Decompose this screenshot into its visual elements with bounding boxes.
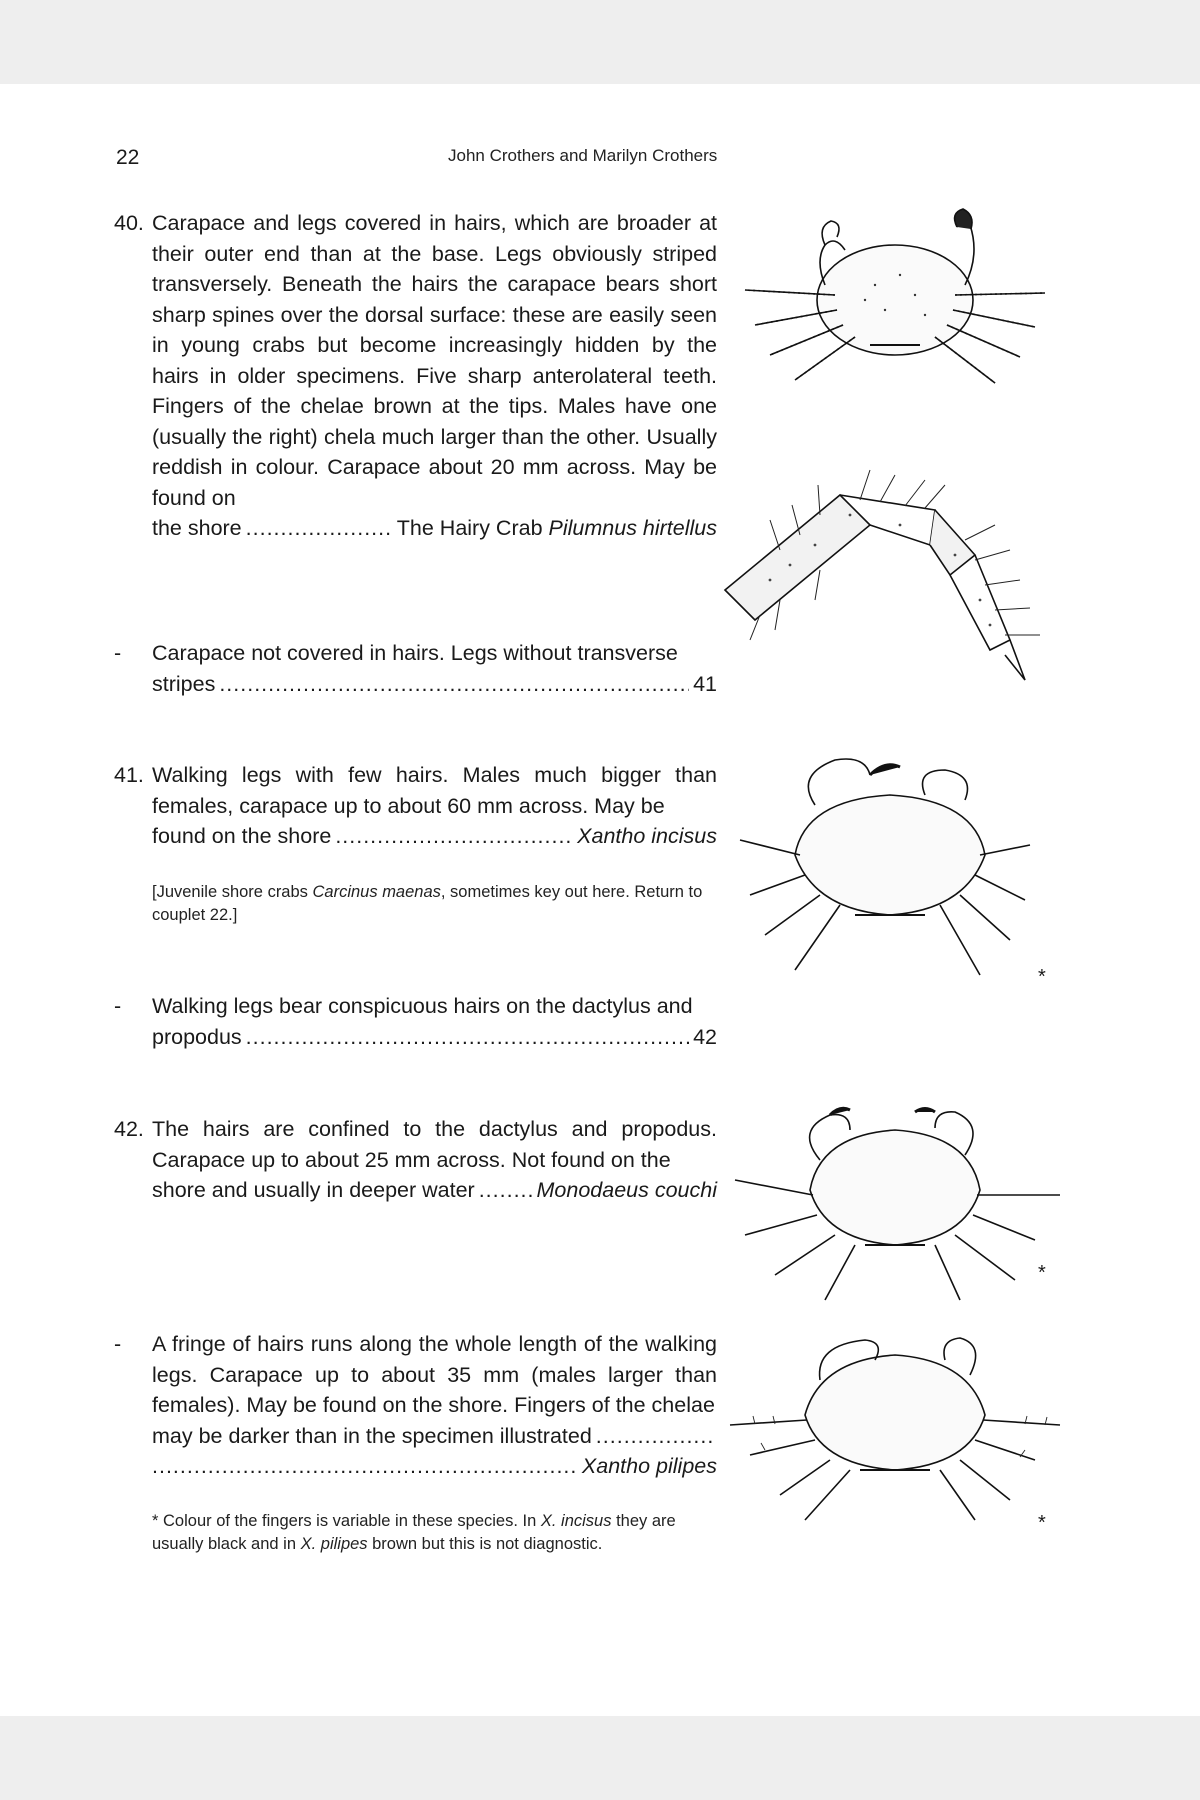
couplet-40a [0, 208, 720, 544]
couplet-text: Walking legs bear conspicuous hairs on the dactylus and [152, 994, 693, 1018]
lead-text: may be darker than in the specimen illustrated [152, 1423, 592, 1448]
asterisk-marker: * [1038, 1512, 1046, 1534]
footnote-text: * Colour of the fingers is variable in these species. In [152, 1512, 541, 1530]
juvenile-note [152, 881, 718, 927]
asterisk-marker: * [1038, 966, 1046, 988]
monodaeus-couchi-illustration [725, 1100, 1070, 1310]
leader-dots [479, 1175, 533, 1206]
lead-text: stripes [152, 671, 216, 696]
leader-dots [219, 669, 689, 700]
latin-name: Monodaeus couchi [536, 1178, 717, 1202]
couplet-42a [0, 1114, 720, 1206]
running-head: John Crothers and Marilyn Crothers [448, 146, 718, 165]
couplet-result-line [152, 1022, 717, 1053]
couplet-result-line [152, 513, 717, 544]
leader-dots [246, 513, 393, 544]
footnote-text: brown but this is not diagnostic. [367, 1535, 603, 1553]
lead-text: found on the shore [152, 824, 332, 848]
note-text: , sometimes key out here. Return to couplet 22.] [152, 883, 703, 924]
xantho-incisus-illustration [725, 745, 1055, 995]
latin-name: Pilumnus hirtellus [548, 516, 717, 540]
couplet-result-line [152, 669, 717, 700]
result-taxon [397, 513, 717, 544]
asterisk-marker: * [1038, 1262, 1046, 1284]
lead-text: the shore [152, 516, 242, 540]
couplet-text: Walking legs with few hairs. Males much bigger than females, carapace up to about 60 mm across. May be [152, 763, 717, 818]
couplet-result-line [152, 1175, 717, 1206]
leader-dots [246, 1022, 689, 1053]
leader-dots [335, 821, 573, 852]
latin-name: Xantho incisus [577, 824, 717, 848]
lead-text: propodus [152, 1024, 242, 1049]
hairy-crab-illustration [725, 205, 1070, 435]
hairy-leg-illustration [720, 440, 1085, 690]
couplet-42b [0, 1329, 720, 1482]
couplet-result-line [152, 1421, 717, 1452]
note-latin: Carcinus maenas [312, 883, 441, 901]
note-text: [Juvenile shore crabs [152, 883, 313, 901]
result-couplet: 42 [693, 1024, 717, 1049]
leader-dots [596, 1421, 713, 1452]
couplet-text: A fringe of hairs runs along the whole length of the walking legs. Carapace up to about 35 mm (males larger than females). May be found on the shore. Fingers of the chelae [152, 1332, 717, 1417]
leader-dots [152, 1451, 578, 1482]
xantho-pilipes-illustration [725, 1330, 1070, 1540]
couplet-result-line [152, 821, 717, 852]
couplet-number: 41. [114, 763, 144, 787]
footnote-text: they are usually black and in [152, 1512, 676, 1553]
couplet-marker: - [114, 641, 122, 665]
lead-text: shore and usually in deeper water [152, 1178, 475, 1202]
couplet-number: 42. [114, 1117, 144, 1141]
couplet-text: Carapace not covered in hairs. Legs without transverse [152, 641, 678, 665]
common-name: The Hairy Crab [396, 516, 543, 540]
couplet-text: The hairs are confined to the dactylus and propodus. Carapace up to about 25 mm across. Not found on the [152, 1117, 717, 1172]
footnote-latin: X. incisus [540, 1512, 612, 1530]
couplet-41a [0, 760, 720, 852]
latin-name: Xantho pilipes [581, 1454, 717, 1478]
couplet-marker: - [114, 994, 122, 1018]
couplet-text: Carapace and legs covered in hairs, which are broader at their outer end than at the base. Legs obviously striped transversely. Beneath the hairs the carapace bears short sharp spines over the dorsal surface: these are easily seen in young crabs but become increasingly hidden by the hairs in older specimens. Five sharp anterolateral teeth. Fingers of the chelae brown at the tips. Males have one (usually the right) chela much larger than the other. Usually reddish in colour. Carapace about 20 mm across. May be found on [152, 211, 717, 510]
result-couplet: 41 [693, 671, 717, 696]
couplet-41b [0, 991, 720, 1052]
couplet-40b [0, 638, 720, 699]
couplet-number: 40. [114, 211, 144, 235]
couplet-marker: - [114, 1332, 122, 1356]
page-number: 22 [116, 146, 140, 169]
couplet-result-line-2 [152, 1451, 717, 1482]
footnote-latin: X. pilipes [300, 1535, 368, 1553]
footnote [152, 1510, 718, 1556]
